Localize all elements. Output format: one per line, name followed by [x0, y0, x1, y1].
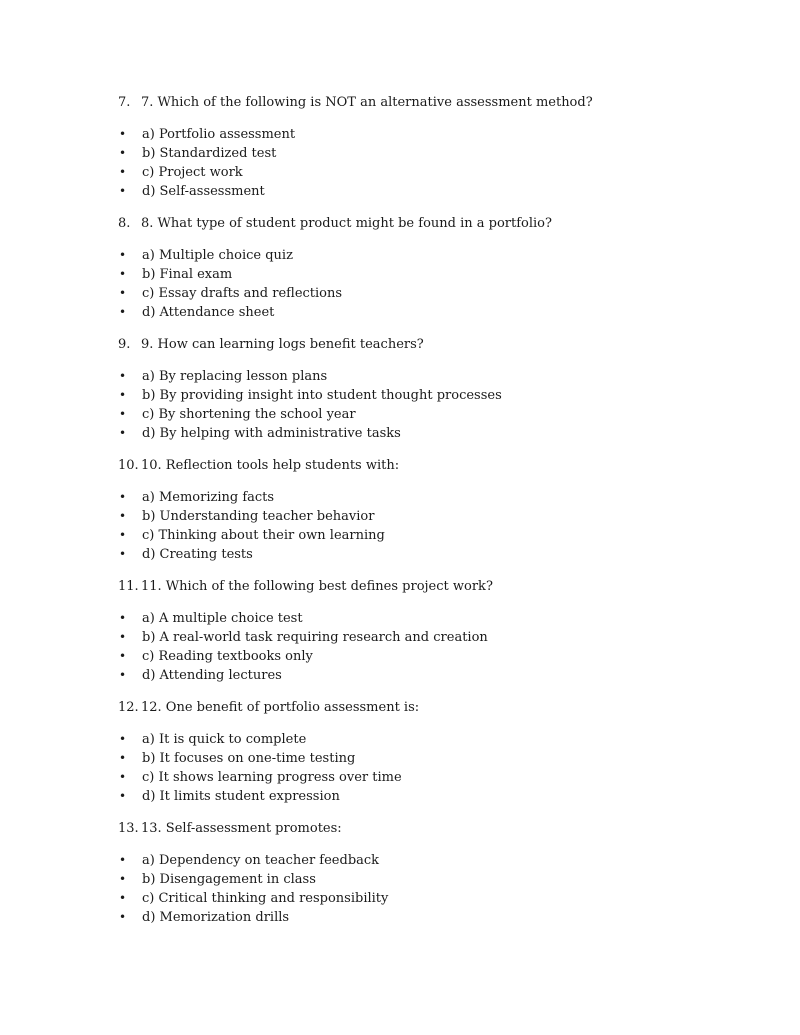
option-item — [118, 851, 718, 870]
question-list — [118, 93, 718, 927]
bullet-icon: • — [119, 528, 127, 542]
bullet-icon: • — [119, 872, 127, 886]
question-line — [118, 335, 718, 354]
question-line — [118, 456, 718, 475]
bullet-icon: • — [119, 490, 127, 504]
option-text: b) Understanding teacher behavior — [142, 509, 375, 524]
bullet-icon: • — [119, 789, 127, 803]
bullet-icon: • — [119, 649, 127, 663]
bullet-icon: • — [119, 248, 127, 262]
question-line — [118, 698, 718, 717]
option-text: b) By providing insight into student thought processes — [142, 388, 502, 403]
option-item — [118, 787, 718, 806]
option-item — [118, 730, 718, 749]
option-item — [118, 367, 718, 386]
option-item — [118, 265, 718, 284]
option-item — [118, 284, 718, 303]
option-text: c) Thinking about their own learning — [142, 528, 385, 543]
question-line — [118, 214, 718, 233]
bullet-icon: • — [119, 611, 127, 625]
bullet-icon: • — [119, 668, 127, 682]
option-item — [118, 488, 718, 507]
option-list — [118, 609, 718, 685]
option-item — [118, 182, 718, 201]
option-item — [118, 647, 718, 666]
option-text: c) By shortening the school year — [142, 407, 356, 422]
question-number: 8. — [118, 216, 131, 231]
option-list — [118, 851, 718, 927]
option-text: a) Multiple choice quiz — [142, 248, 293, 263]
option-text: c) Critical thinking and responsibility — [142, 891, 389, 906]
option-item — [118, 507, 718, 526]
bullet-icon: • — [119, 426, 127, 440]
bullet-icon: • — [119, 630, 127, 644]
question-text: 10. Reflection tools help students with: — [141, 458, 400, 473]
bullet-icon: • — [119, 305, 127, 319]
option-item — [118, 870, 718, 889]
question-text: 9. How can learning logs benefit teachers? — [141, 337, 424, 352]
option-text: d) Attending lectures — [142, 668, 282, 683]
bullet-icon: • — [119, 509, 127, 523]
option-item — [118, 545, 718, 564]
question-text: 12. One benefit of portfolio assessment is: — [141, 700, 420, 715]
option-item — [118, 609, 718, 628]
bullet-icon: • — [119, 127, 127, 141]
option-text: c) Reading textbooks only — [142, 649, 313, 664]
bullet-icon: • — [119, 286, 127, 300]
option-list — [118, 246, 718, 322]
option-item — [118, 666, 718, 685]
option-text: b) A real-world task requiring research and creation — [142, 630, 488, 645]
bullet-icon: • — [119, 369, 127, 383]
option-item — [118, 125, 718, 144]
bullet-icon: • — [119, 853, 127, 867]
option-item — [118, 405, 718, 424]
option-item — [118, 424, 718, 443]
option-item — [118, 768, 718, 787]
question-11 — [118, 577, 718, 685]
option-text: a) It is quick to complete — [142, 732, 307, 747]
bullet-icon: • — [119, 910, 127, 924]
option-text: c) It shows learning progress over time — [142, 770, 402, 785]
bullet-icon: • — [119, 146, 127, 160]
question-text: 11. Which of the following best defines project work? — [141, 579, 493, 594]
option-item — [118, 163, 718, 182]
option-item — [118, 749, 718, 768]
bullet-icon: • — [119, 891, 127, 905]
option-list — [118, 730, 718, 806]
question-7 — [118, 93, 718, 201]
bullet-icon: • — [119, 751, 127, 765]
question-number: 12. — [118, 700, 139, 715]
option-list — [118, 488, 718, 564]
option-item — [118, 628, 718, 647]
question-13 — [118, 819, 718, 927]
bullet-icon: • — [119, 732, 127, 746]
question-number: 7. — [118, 95, 131, 110]
bullet-icon: • — [119, 547, 127, 561]
option-text: b) Final exam — [142, 267, 233, 282]
bullet-icon: • — [119, 165, 127, 179]
question-text: 13. Self-assessment promotes: — [141, 821, 342, 836]
bullet-icon: • — [119, 407, 127, 421]
option-text: c) Project work — [142, 165, 243, 180]
question-number: 10. — [118, 458, 139, 473]
option-text: d) Attendance sheet — [142, 305, 275, 320]
option-text: d) Self-assessment — [142, 184, 265, 199]
option-text: a) A multiple choice test — [142, 611, 303, 626]
option-text: b) Disengagement in class — [142, 872, 316, 887]
option-item — [118, 303, 718, 322]
question-number: 11. — [118, 579, 139, 594]
bullet-icon: • — [119, 770, 127, 784]
option-text: b) Standardized test — [142, 146, 277, 161]
question-line — [118, 819, 718, 838]
option-text: a) Dependency on teacher feedback — [142, 853, 380, 868]
question-line — [118, 577, 718, 596]
option-text: b) It focuses on one-time testing — [142, 751, 356, 766]
option-text: d) It limits student expression — [142, 789, 340, 804]
option-item — [118, 908, 718, 927]
option-item — [118, 889, 718, 908]
option-text: a) Memorizing facts — [142, 490, 275, 505]
option-item — [118, 526, 718, 545]
question-12 — [118, 698, 718, 806]
option-item — [118, 386, 718, 405]
bullet-icon: • — [119, 267, 127, 281]
question-number: 9. — [118, 337, 131, 352]
option-list — [118, 367, 718, 443]
option-item — [118, 144, 718, 163]
option-text: d) By helping with administrative tasks — [142, 426, 401, 441]
option-text: a) Portfolio assessment — [142, 127, 296, 142]
question-text: 7. Which of the following is NOT an alternative assessment method? — [141, 95, 593, 110]
question-line — [118, 93, 718, 112]
question-10 — [118, 456, 718, 564]
question-9 — [118, 335, 718, 443]
question-number: 13. — [118, 821, 139, 836]
bullet-icon: • — [119, 388, 127, 402]
option-text: d) Creating tests — [142, 547, 253, 562]
option-item — [118, 246, 718, 265]
option-text: a) By replacing lesson plans — [142, 369, 328, 384]
option-text: d) Memorization drills — [142, 910, 290, 925]
option-list — [118, 125, 718, 201]
question-text: 8. What type of student product might be found in a portfolio? — [141, 216, 552, 231]
question-8 — [118, 214, 718, 322]
option-text: c) Essay drafts and reflections — [142, 286, 343, 301]
bullet-icon: • — [119, 184, 127, 198]
